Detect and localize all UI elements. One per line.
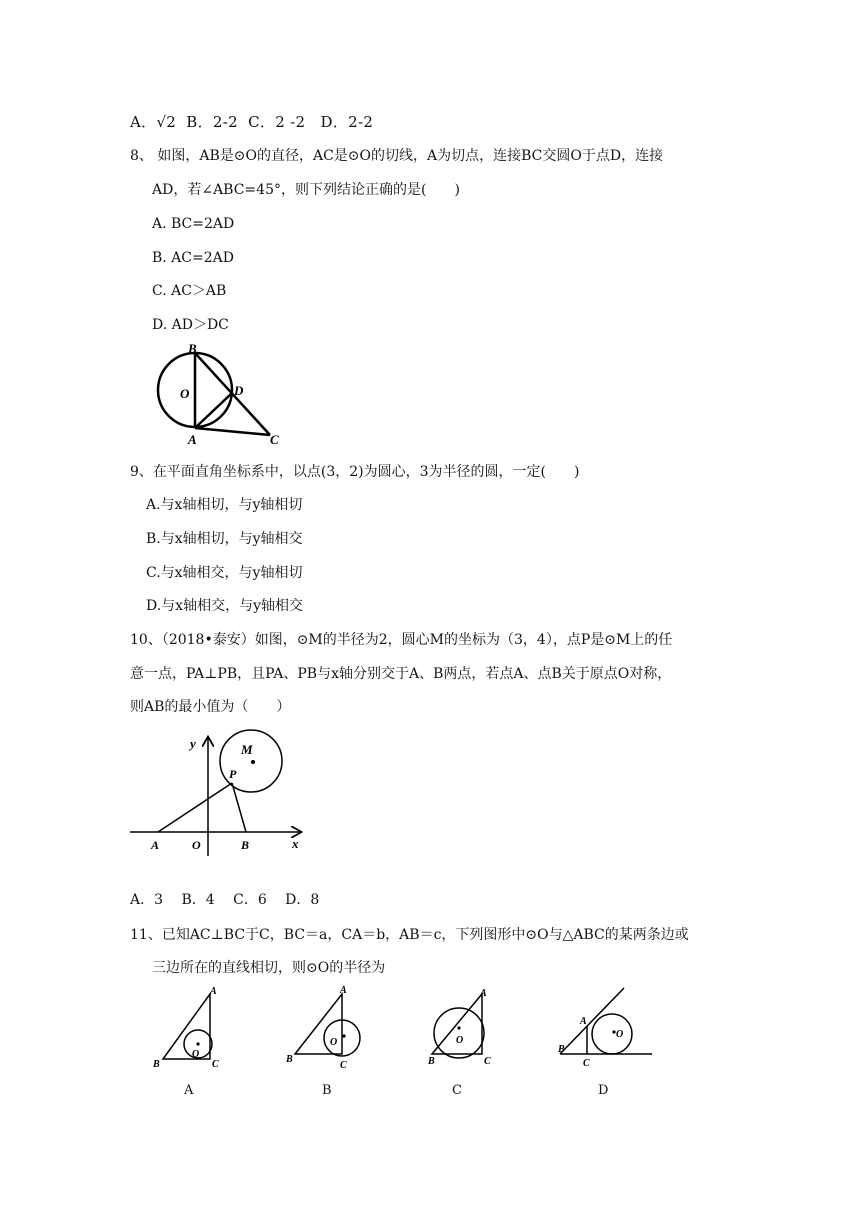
q10-label-m: M bbox=[241, 742, 253, 757]
q7-option-b-label: B． bbox=[186, 113, 213, 131]
q8-option-a: A. BC=2AD bbox=[152, 216, 235, 232]
q11b-label-c: C bbox=[340, 1060, 347, 1071]
q8-stem-line1: 8、 如图，AB是⊙O的直径，AC是⊙O的切线，A为切点，连接BC交圆O于点D，连接 bbox=[130, 148, 664, 164]
q11-stem-line1: 11、已知AC⊥BC于C，BC＝a，CA＝b，AB＝c，下列图形中⊙O与△ABC的某两条边或 bbox=[130, 927, 689, 943]
q10-circle-m bbox=[220, 730, 282, 792]
q11d-label-b: B bbox=[558, 1044, 565, 1055]
sqrt-symbol: √ bbox=[156, 113, 167, 131]
q8-label-d: D bbox=[234, 383, 244, 398]
q7-option-c-label: C． bbox=[248, 113, 276, 131]
q7-option-a-label: A． bbox=[130, 113, 157, 131]
q11d-label-a: A bbox=[580, 1016, 587, 1027]
q9-option-d: D.与x轴相交，与y轴相交 bbox=[146, 598, 303, 614]
q11a-label-c: C bbox=[212, 1059, 219, 1070]
q10-options: A．3 B．4 C．6 D．8 bbox=[130, 892, 320, 908]
q10-center-m bbox=[251, 760, 255, 764]
q11a-label-b: B bbox=[153, 1059, 160, 1070]
q11-figure-b bbox=[282, 982, 372, 1072]
q9-option-b: B.与x轴相切，与y轴相交 bbox=[146, 531, 303, 547]
q10-stem-line2: 意一点，PA⊥PB，且PA、PB与x轴分别交于A、B两点，若点A、点B关于原点O对称， bbox=[130, 666, 672, 682]
q11-caption-c: C bbox=[452, 1083, 462, 1098]
q11c-label-b: B bbox=[428, 1056, 435, 1067]
q11d-label-o: O bbox=[616, 1029, 624, 1040]
q8-label-a: A bbox=[188, 432, 197, 447]
q11-figure-a bbox=[150, 982, 230, 1072]
q11-figure-c bbox=[420, 982, 510, 1072]
q11-caption-a: A bbox=[184, 1083, 194, 1098]
q10-label-p: P bbox=[229, 767, 237, 781]
q7-option-d-value: 2-2 bbox=[348, 113, 374, 131]
q8-option-c: C. AC＞AB bbox=[152, 283, 227, 299]
q10-label-b: B bbox=[241, 838, 250, 852]
q9-option-c: C.与x轴相交，与y轴相切 bbox=[146, 565, 303, 581]
q8-stem-line2: AD，若∠ABC=45°，则下列结论正确的是( ) bbox=[152, 182, 460, 198]
q8-figure bbox=[150, 340, 290, 450]
q7-option-d-label: D． bbox=[320, 113, 349, 131]
q11b-label-a: A bbox=[340, 985, 347, 996]
q10-stem-line1: 10、（2018•泰安）如图，⊙M的半径为2，圆心M的坐标为（3，4），点P是⊙M上的任 bbox=[130, 632, 673, 648]
q11b-label-o: O bbox=[330, 1037, 338, 1048]
q10-stem-line3: 则AB的最小值为（ ） bbox=[130, 699, 291, 715]
q10-line-pa bbox=[158, 783, 232, 832]
q11c-label-a: A bbox=[480, 988, 487, 999]
q7-option-c-value: 2 -2 bbox=[275, 113, 306, 131]
q11-stem-line2: 三边所在的直线相切，则⊙O的半径为 bbox=[152, 960, 386, 976]
q7-options bbox=[130, 112, 373, 132]
q8-label-b: B bbox=[188, 341, 197, 356]
q11-caption-b: B bbox=[322, 1083, 332, 1098]
q10-label-x: x bbox=[292, 836, 299, 851]
q11c-label-o: O bbox=[456, 1035, 464, 1046]
q11d-label-c: C bbox=[583, 1058, 590, 1069]
q8-option-d: D. AD＞DC bbox=[152, 317, 229, 333]
q11b-label-b: B bbox=[286, 1054, 293, 1065]
q9-stem: 9、在平面直角坐标系中，以点(3，2)为圆心，3为半径的圆，一定( ) bbox=[130, 464, 580, 480]
q8-line-ac bbox=[195, 428, 270, 435]
q11a-label-a: A bbox=[210, 986, 217, 997]
q10-label-y: y bbox=[190, 736, 196, 751]
q9-option-a: A.与x轴相切，与y轴相切 bbox=[146, 497, 303, 513]
q11-figure-d bbox=[552, 982, 662, 1072]
q11c-label-c: C bbox=[484, 1056, 491, 1067]
q7-option-b-value: 2-2 bbox=[212, 113, 238, 131]
q11a-label-o: O bbox=[192, 1049, 200, 1060]
q8-label-o: O bbox=[180, 386, 190, 401]
q8-option-b: B. AC=2AD bbox=[152, 250, 234, 266]
q10-figure bbox=[128, 728, 308, 858]
q10-label-o: O bbox=[192, 838, 201, 852]
q7-option-a-value: 2 bbox=[166, 113, 177, 131]
q8-label-c: C bbox=[270, 432, 279, 447]
q10-label-a: A bbox=[151, 838, 160, 852]
q11-caption-d: D bbox=[598, 1083, 609, 1098]
